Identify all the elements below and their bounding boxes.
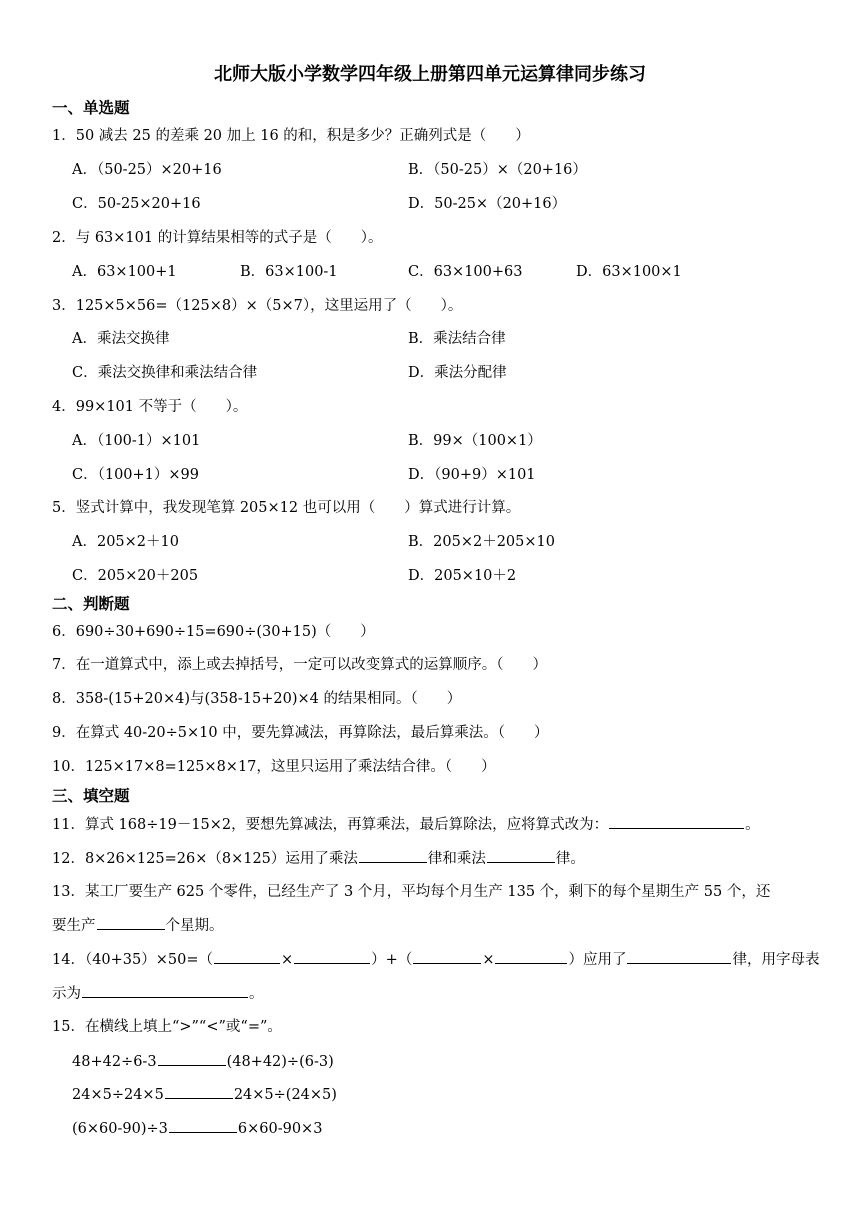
question-8-text: 8．358-(15+20×4)与(358-15+20)×4 的结果相同。（ ） [52, 691, 462, 707]
question-3-option-a: A．乘法交换律 [72, 331, 170, 347]
comparison-right: 24×5÷(24×5) [233, 1087, 337, 1103]
question-12-text-mid: 律和乘法 [427, 851, 486, 867]
question-3-text: 3．125×5×56=（125×8）×（5×7），这里运用了（ ）。 [52, 298, 463, 314]
question-2-text: 2．与 63×101 的计算结果相等的式子是（ ）。 [52, 230, 383, 246]
page-title: 北师大版小学数学四年级上册第四单元运算律同步练习 [214, 64, 646, 85]
question-15-text: 15．在横线上填上“>”“<”或“=”。 [52, 1019, 282, 1035]
question-11-text: 11．算式 168÷19－15×2，要想先算减法，再算乘法，最后算除法，应将算式改为： [52, 817, 609, 833]
answer-blank[interactable] [82, 983, 248, 998]
question-5-option-b: B．205×2＋205×10 [408, 534, 555, 550]
question-7-text: 7．在一道算式中，添上或去掉括号，一定可以改变算式的运算顺序。（ ） [52, 657, 547, 673]
comparison-right: 6×60-90×3 [237, 1121, 323, 1137]
times-sign: × [281, 952, 294, 968]
comparison-right: (48+42)÷(6-3) [226, 1054, 334, 1070]
answer-blank[interactable] [214, 949, 280, 964]
question-3-option-d: D．乘法分配律 [408, 365, 507, 381]
question-2-option-d: D．63×100×1 [576, 264, 682, 280]
question-14-text-express: 示为 [52, 986, 81, 1002]
question-11-end: 。 [745, 817, 760, 833]
question-4-text: 4．99×101 不等于（ ）。 [52, 399, 248, 415]
question-14-line-2 [52, 983, 264, 1004]
section-heading-single-choice: 一、单选题 [52, 99, 130, 117]
comparison-left: (6×60-90)÷3 [72, 1121, 168, 1137]
answer-blank[interactable] [627, 949, 731, 964]
section-heading-true-false: 二、判断题 [52, 595, 130, 613]
question-1-option-c: C．50-25×20+16 [72, 196, 201, 212]
question-1-option-d: D．50-25×（20+16） [408, 196, 567, 212]
answer-blank[interactable] [487, 848, 555, 863]
question-1-option-b: B．（50-25）×（20+16） [408, 162, 587, 178]
answer-blank[interactable] [97, 915, 165, 930]
question-1-option-a: A．（50-25）×20+16 [72, 162, 222, 178]
question-13-text-end: 个星期。 [165, 918, 224, 934]
question-13-text: 13．某工厂要生产 625 个零件，已经生产了 3 个月，平均每个月生产 135 个，剩下的每个星期生产 55 个，还 [52, 884, 771, 900]
question-5-option-a: A．205×2＋10 [72, 534, 179, 550]
answer-blank[interactable] [359, 848, 427, 863]
question-5-option-c: C．205×20＋205 [72, 568, 199, 584]
question-10-text: 10．125×17×8=125×8×17，这里只运用了乘法结合律。（ ） [52, 759, 496, 775]
question-11-line [52, 814, 760, 835]
answer-blank[interactable] [158, 1051, 226, 1066]
answer-blank[interactable] [165, 1084, 233, 1099]
question-1-text: 1．50 减去 25 的差乘 20 加上 16 的和，积是多少？正确列式是（ ） [52, 128, 530, 144]
question-15-row-3 [72, 1118, 322, 1139]
question-12-text: 12．8×26×125=26×（8×125）运用了乘法 [52, 851, 358, 867]
answer-blank[interactable] [294, 949, 370, 964]
question-4-option-b: B．99×（100×1） [408, 433, 542, 449]
answer-blank[interactable] [169, 1118, 237, 1133]
question-5-text: 5．竖式计算中，我发现笔算 205×12 也可以用（ ）算式进行计算。 [52, 500, 521, 516]
question-15-row-2 [72, 1084, 337, 1105]
times-sign: × [482, 952, 495, 968]
comparison-left: 48+42÷6-3 [72, 1054, 157, 1070]
question-9-text: 9．在算式 40-20÷5×10 中，要先算减法，再算除法，最后算乘法。（ ） [52, 725, 549, 741]
question-2-option-b: B．63×100-1 [240, 264, 338, 280]
question-15-row-1 [72, 1051, 334, 1072]
question-4-option-d: D．（90+9）×101 [408, 467, 536, 483]
question-12-text-end: 律。 [555, 851, 585, 867]
question-4-option-a: A．（100-1）×101 [72, 433, 201, 449]
question-5-option-d: D．205×10＋2 [408, 568, 517, 584]
answer-blank[interactable] [609, 814, 744, 829]
section-heading-fill-in: 三、填空题 [52, 787, 130, 805]
question-14-line [52, 949, 819, 970]
comparison-left: 24×5÷24×5 [72, 1087, 164, 1103]
question-4-option-c: C．（100+1）×99 [72, 467, 199, 483]
question-2-option-a: A．63×100+1 [72, 264, 177, 280]
question-12-line [52, 848, 585, 869]
answer-blank[interactable] [413, 949, 481, 964]
question-13-text-start: 要生产 [52, 918, 96, 934]
question-3-option-b: B．乘法结合律 [408, 331, 506, 347]
answer-blank[interactable] [495, 949, 567, 964]
question-14-text-end: 。 [249, 986, 264, 1002]
question-6-text: 6．690÷30+690÷15=690÷(30+15)（ ） [52, 624, 375, 640]
question-14-text-letters: 律，用字母表 [732, 952, 820, 968]
question-13-line-2 [52, 915, 224, 936]
question-14-text-applied: ）应用了 [568, 952, 627, 968]
question-14-text-start: 14．（40+35）×50=（ [52, 952, 214, 968]
question-2-option-c: C．63×100+63 [408, 264, 523, 280]
question-14-text-plus: ）+（ [371, 952, 413, 968]
question-3-option-c: C．乘法交换律和乘法结合律 [72, 365, 258, 381]
